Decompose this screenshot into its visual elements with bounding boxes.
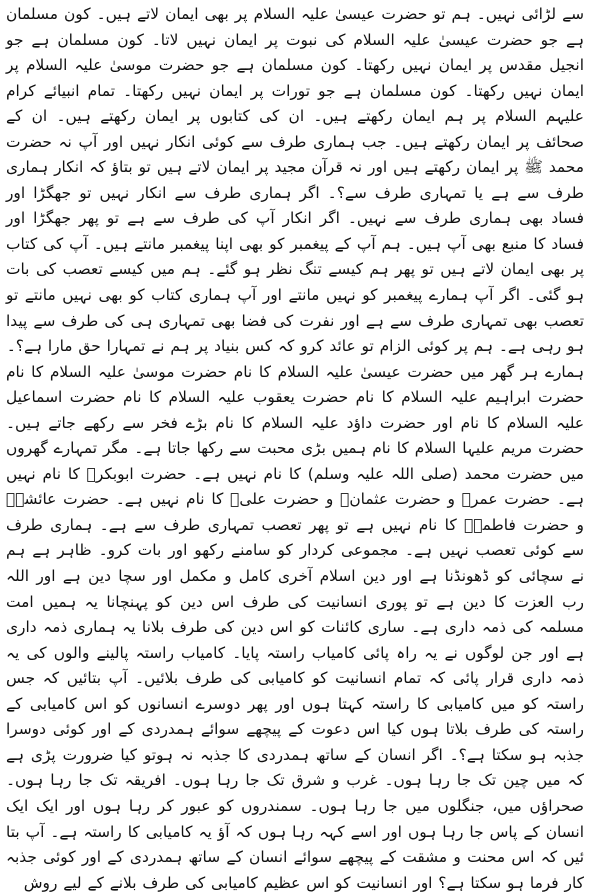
paragraph-1: سے لڑائی نہیں۔ ہم تو حضرت عیسیٰ علیہ السلام پر بھی ایمان لاتے ہیں۔ کون مسلمان ہے جو حضرت عیسیٰ علیہ السلام کی نبوت پر ایمان نہیں لاتا۔ کون مسلمان ہے جو انجیل مقدس پر ایمان نہیں رکھتا۔ کون مسلمان ہے جو حضرت موسیٰ علیہ السلام پر ایمان نہیں رکھتا۔ کون مسلمان ہے جو تورات پر ایمان نہیں رکھتا۔ تمام انبیائے کرام علیہم السلام پر ہم ایمان رکھتے ہیں۔ ان کی کتابوں پر ایمان رکھتے ہیں۔ ان کے صحائف پر ایمان رکھتے ہیں۔ جب ہماری طرف سے کوئی انکار نہیں اور آپ نہ حضرت محمد ﷺ پر ایمان رکھتے ہیں اور نہ قرآن مجید پر ایمان لاتے ہیں تو بتاؤ کہ انکار ہماری طرف سے ہے یا تمہاری طرف سے؟۔ اگر ہماری طرف سے انکار نہیں تو جھگڑا اور فساد بھی ہماری طرف سے نہیں۔ اگر انکار آپ کی طرف سے ہے تو پھر جھگڑا اور فساد کا منبع بھی آپ ہیں۔ ہم آپ کے پیغمبر کو بھی اپنا پیغمبر مانتے ہیں۔ آپ کی کتاب پر بھی ایمان لاتے ہیں تو پھر ہم کیسے تنگ نظر ہو گئے۔ ہم میں کیسے تعصب کی بات ہو گئی۔ اگر آپ ہمارے پیغمبر کو نہیں مانتے اور آپ ہماری کتاب کو بھی نہیں مانتے تو تعصب بھی تمہاری طرف سے ہے اور نفرت کی فضا بھی تمہاری ہی کی طرف سے پیدا ہو رہی ہے۔ ہم پر کوئی الزام تو عائد کرو کہ کس بنیاد پر ہم نے تمہارا حق مارا ہے؟۔ bbox=[6, 5, 584, 356]
document-page bbox=[6, 2, 584, 892]
paragraph-2: ہمارے ہر گھر میں حضرت عیسیٰ علیہ السلام کا نام حضرت موسیٰ علیہ السلام کا نام حضرت ابراہیم علیہ السلام کا نام حضرت یعقوب علیہ السلام کا نام حضرت اسماعیل علیہ السلام کا نام اور حضرت داؤد علیہ السلام کا نام بڑے فخر سے رکھے جاتے ہیں۔ حضرت مریم علیہا السلام کا نام ہمیں بڑی محبت سے رکھا جاتا ہے۔ مگر تمہارے گھروں میں حضرت محمد (صلی اللہ علیہ وسلم) کا نام نہیں ہے۔ حضرت ابوبکرؓ کا نام نہیں ہے۔ حضرت عمرؓ و حضرت عثمانؓ و حضرت علیؓ کا نام نہیں ہے۔ حضرت عائشہؓ و حضرت فاطمہؓ کا نام نہیں ہے تو پھر تعصب تمہاری طرف سے ہے۔ ہماری طرف سے کوئی تعصب نہیں ہے۔ مجموعی کردار کو سامنے رکھو اور بات کرو۔ ظاہر ہے ہم نے سچائی کو ڈھونڈنا ہے اور دین اسلام آخری کامل و مکمل اور سچا دین ہے اور اللہ رب العزت کا دین ہے تو پوری انسانیت کی طرف اس دین کو پہنچانا یہ ہمیں امت مسلمہ کی ذمہ داری ہے۔ ساری کائنات کو اس دین کی طرف بلانا یہ ہماری ذمہ داری ہے اور جن لوگوں نے یہ راہ پائی کامیاب راستہ پایا۔ کامیاب راستہ پالینے والوں کی یہ ذمہ داری قرار پائی کہ تمام انسانیت کو کامیابی کی طرف بلائیں۔ آپ بتائیں کہ جس راستہ کو میں کامیابی کا راستہ کہتا ہوں اور پھر دوسرے انسانوں کو اس کامیابی کے راستہ کی طرف بلاتا ہوں کیا اس دعوت کے پیچھے سوائے ہمدردی کے اور کوئی دوسرا جذبہ ہو سکتا ہے؟۔ اگر انسان کے ساتھ ہمدردی کا جذبہ نہ ہوتو کیا ضرورت پڑی ہے کہ میں چین تک جا رہا ہوں۔ غرب و شرق تک جا رہا ہوں۔ افریقہ تک جا رہا ہوں۔ صحراؤں میں، جنگلوں میں جا رہا ہوں۔ سمندروں کو عبور کر رہا ہوں اور ایک ایک انسان کے پاس جا رہا ہوں اور اسے کہہ رہا ہوں کہ آؤ یہ کامیابی کا راستہ ہے۔ آپ بتا ئیں کہ اس محنت و مشقت کے پیچھے سوائے انسان کے ساتھ ہمدردی کے اور کوئی جذبہ کار فرما ہو سکتا ہے؟ اور انسانیت کو اس عظیم کامیابی کی طرف بلانے کے لیے روش bbox=[6, 362, 584, 892]
